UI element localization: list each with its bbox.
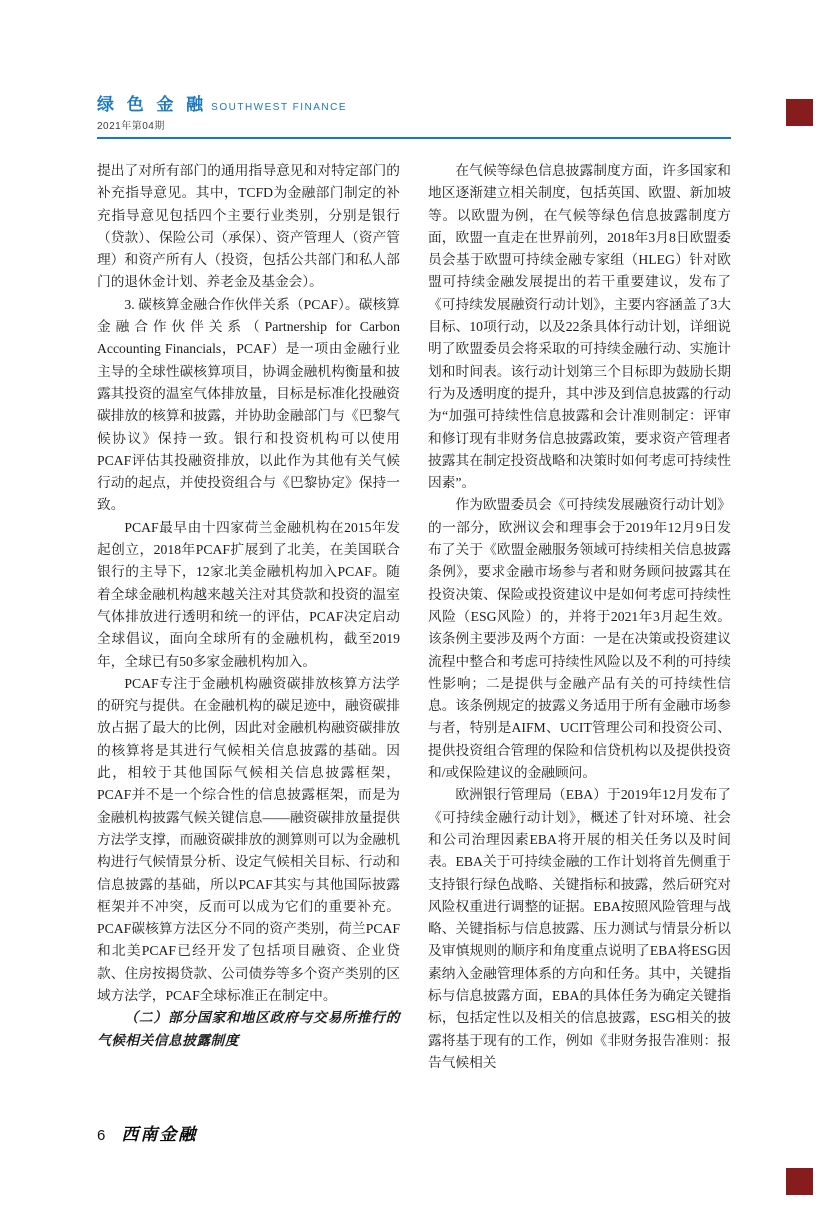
left-column	[97, 160, 400, 1074]
journal-title-cn: 绿 色 金 融	[97, 95, 208, 114]
page-number: 6	[97, 1127, 106, 1144]
paragraph: 欧洲银行管理局（EBA）于2019年12月发布了《可持续金融行动计划》，概述了针对环境、社会和公司治理因素EBA将开展的相关任务以及时间表。EBA关于可持续金融的工作计划将首先侧重于支持银行绿色战略、关键指标和披露，然后研究对风险权重进行调整的证据。EBA按照风险管理与战略、关键指标与信息披露、压力测试与情景分析以及审慎规则的顺序和角度重点说明了EBA将ESG因素纳入金融管理体系的方向和任务。其中，关键指标与信息披露方面，EBA的具体任务为确定关键指标，包括定性以及相关的信息披露，ESG相关的披露将基于现有的工作，例如《非财务报告准则：报告气候相关	[428, 787, 731, 1070]
journal-title-en: SOUTHWEST FINANCE	[211, 102, 348, 113]
corner-mark-top	[786, 99, 813, 126]
section-heading: （二）部分国家和地区政府与交易所推行的气候相关信息披露制度	[97, 1010, 400, 1048]
issue-label: 2021年第04期	[97, 121, 165, 132]
journal-title-row	[97, 90, 731, 115]
paragraph: 作为欧盟委员会《可持续发展融资行动计划》的一部分，欧洲议会和理事会于2019年12月9日发布了关于《欧盟金融服务领域可持续相关信息披露条例》，要求金融市场参与者和财务顾问披露其在投资决策、保险或投资建议中是如何考虑可持续性风险（ESG风险）的，并将于2021年3月起生效。该条例主要涉及两个方面：一是在决策或投资建议流程中整合和考虑可持续性风险以及不利的可持续性影响；二是提供与金融产品有关的可持续性信息。该条例规定的披露义务适用于所有金融市场参与者，特别是AIFM、UCIT管理公司和投资公司、提供投资组合管理的保险和信贷机构以及提供投资和/或保险建议的金融顾问。	[428, 497, 731, 781]
paragraph: PCAF最早由十四家荷兰金融机构在2015年发起创立，2018年PCAF扩展到了北美，在美国联合银行的主导下，12家北美金融机构加入PCAF。随着全球金融机构越来越关注对其贷款和投资的温室气体排放进行透明和统一的评估，PCAF决定启动全球倡议，面向全球所有的金融机构，截至2019年，全球已有50多家金融机构加入。	[97, 519, 400, 669]
paragraph: PCAF专注于金融机构融资碳排放核算方法学的研究与提供。在金融机构的碳足迹中，融资碳排放占据了最大的比例，因此对金融机构融资碳排放的核算将是其进行气候相关信息披露的基础。因此，相较于其他国际气候相关信息披露框架，PCAF并不是一个综合性的信息披露框架，而是为金融机构披露气候关键信息——融资碳排放量提供方法学支撑，而融资碳排放的测算则可以为金融机构进行气候情景分析、设定气候相关目标、行动和信息披露的基础，所以PCAF其实与其他国际披露框架并不冲突，反而可以成为它们的重要补充。PCAF碳核算方法区分不同的资产类别，荷兰PCAF和北美PCAF已经开发了包括项目融资、企业贷款、住房按揭贷款、公司债券等多个资产类别的区域方法学，PCAF全球标准正在制定中。	[97, 675, 400, 1003]
right-column	[428, 160, 731, 1074]
journal-logo-text: 西南金融	[121, 1125, 198, 1144]
article-body	[97, 160, 731, 1074]
paragraph: 在气候等绿色信息披露制度方面，许多国家和地区逐渐建立相关制度，包括英国、欧盟、新加坡等。以欧盟为例，在气候等绿色信息披露制度方面，欧盟一直走在世界前列，2018年3月8日欧盟委员会基于欧盟可持续金融专家组（HLEG）针对欧盟可持续金融发展提出的若干重要建议，发布了《可持续发展融资行动计划》，主要内容涵盖了3大目标、10项行动，以及22条具体行动计划，详细说明了欧盟委员会将采取的可持续金融行动、实施计划和时间表。该行动计划第三个目标即为鼓励长期行为及透明度的提升，其中涉及到信息披露的行动为“加强可持续性信息披露和会计准则制定：评审和修订现有非财务信息披露政策，要求资产管理者披露其在制定投资战略和决策时如何考虑可持续性因素”。	[428, 163, 731, 491]
paragraph: 3. 碳核算金融合作伙伴关系（PCAF）。碳核算金融合作伙伴关系（Partnership for Carbon Accounting Financials，PCAF）是一项由金融行业主导的全球性碳核算项目，协调金融机构衡量和披露其投资的温室气体排放量，目标是标准化投融资碳排放的核算和披露，并协助金融部门与《巴黎气候协议》保持一致。银行和投资机构可以使用PCAF评估其投融资排放，以此作为其他有关气候行动的起点，并使投资组合与《巴黎协定》保持一致。	[97, 296, 400, 513]
page-header	[97, 90, 731, 139]
corner-mark-bottom	[786, 1168, 813, 1195]
paragraph: 提出了对所有部门的通用指导意见和对特定部门的补充指导意见。其中，TCFD为金融部门制定的补充指导意见包括四个主要行业类别，分别是银行（贷款）、保险公司（承保）、资产管理人（资产管理）和资产所有人（投资，包括公共部门和私人部门的退休金计划、养老金及基金会）。	[97, 163, 400, 290]
page-footer	[97, 1120, 197, 1145]
